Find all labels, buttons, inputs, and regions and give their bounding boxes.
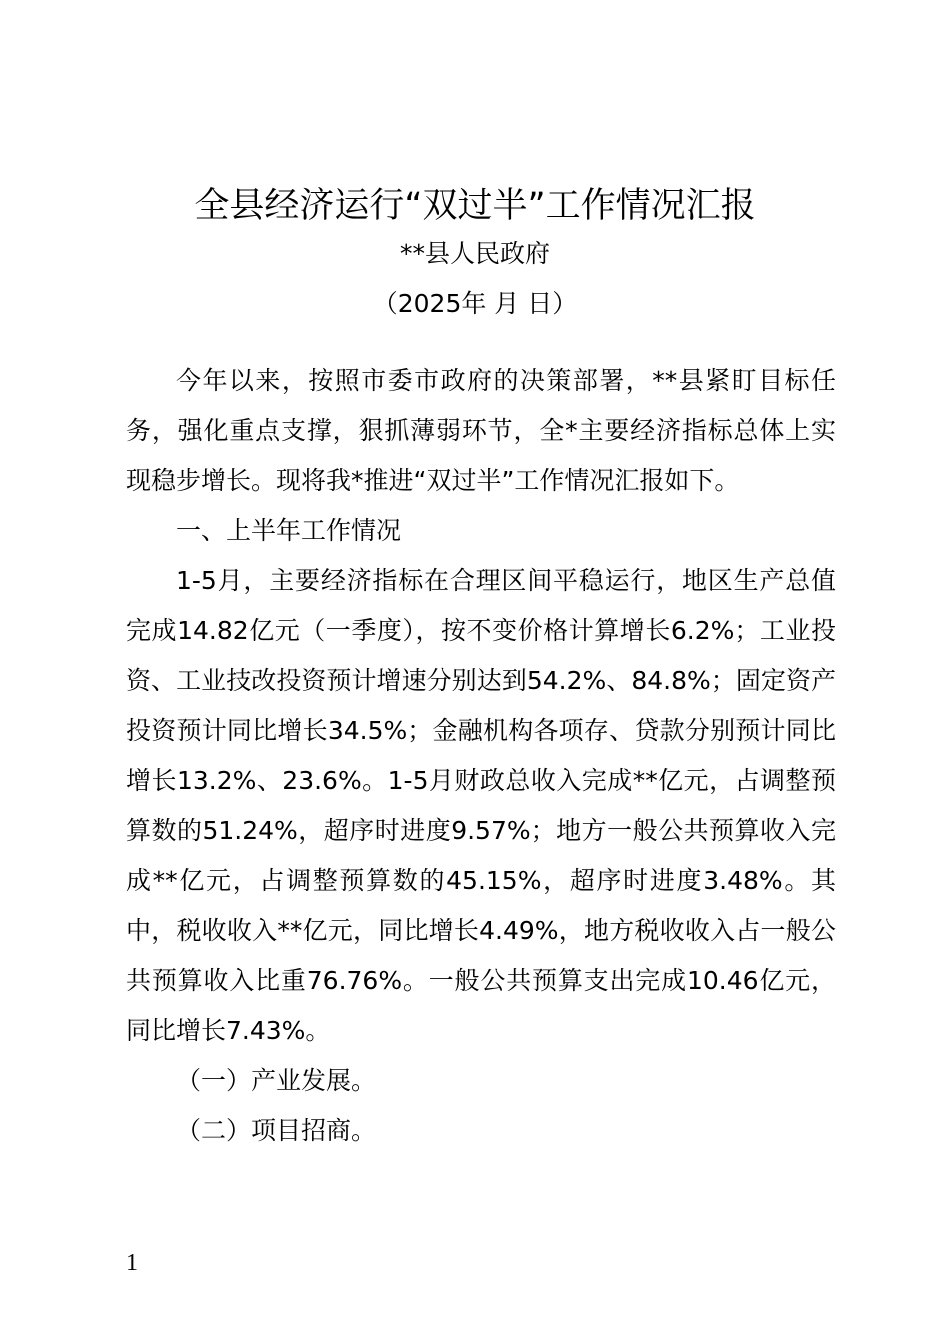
document-body	[126, 356, 836, 1156]
issuer-line: **县人民政府	[399, 239, 550, 268]
page-number: 1	[126, 1250, 138, 1276]
indicators-paragraph: 1-5月，主要经济指标在合理区间平稳运行，地区生产总值完成14.82亿元（一季度），按不变价格计算增长6.2%；工业投资、工业技改投资预计增速分别达到54.2%、84.8%；固定资产投资预计同比增长34.5%；金融机构各项存、贷款分别预计同比增长13.2%、23.6%。1-5月财政总收入完成**亿元，占调整预算数的51.24%，超序时进度9.57%；地方一般公共预算收入完成**亿元，占调整预算数的45.15%，超序时进度3.48%。其中，税收收入**亿元，同比增长4.49%，地方税收收入占一般公共预算收入比重76.76%。一般公共预算支出完成10.46亿元，同比增长7.43%。	[126, 566, 836, 1045]
date-line: （2025年 月 日）	[372, 289, 578, 318]
section-heading: 一、上半年工作情况	[176, 516, 402, 545]
intro-paragraph: 今年以来，按照市委市政府的决策部署，**县紧盯目标任务，强化重点支撑，狠抓薄弱环节，全*主要经济指标总体上实现稳步增长。现将我*推进“双过半”工作情况汇报如下。	[126, 366, 836, 495]
subsection-heading-industry: （一）产业发展。	[176, 1066, 377, 1095]
document-title: 全县经济运行“双过半”工作情况汇报	[194, 186, 756, 226]
subsection-heading-projects: （二）项目招商。	[176, 1116, 377, 1145]
